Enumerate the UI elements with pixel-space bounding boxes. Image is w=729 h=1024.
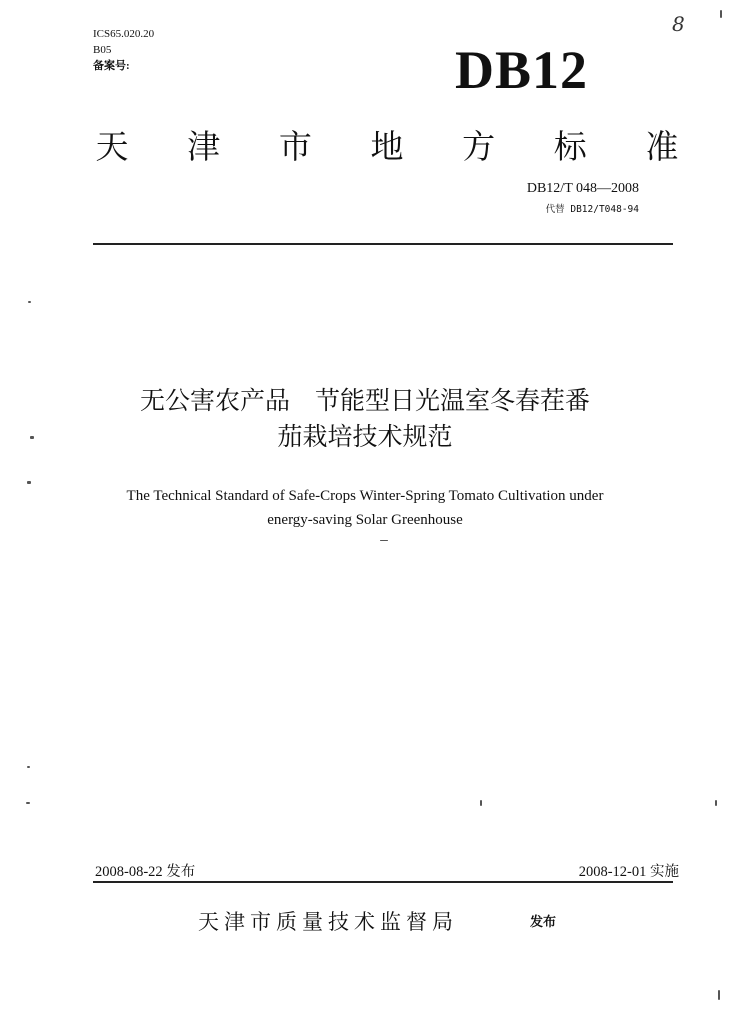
- chinese-title-line-1: 无公害农产品 节能型日光温室冬春茬番: [139, 386, 590, 415]
- replaces-standard: 代替 DB12/T048-94: [545, 204, 639, 215]
- scan-speck: [28, 301, 31, 303]
- title-char: 方: [462, 127, 496, 166]
- implementation-date: 2008-12-01 实施: [578, 864, 679, 880]
- scan-speck: [27, 481, 31, 484]
- english-title-line-1: The Technical Standard of Safe-Crops Winter-Spring Tomato Cultivation under: [126, 488, 604, 504]
- footer-divider: [93, 881, 673, 883]
- chinese-title-line-2: 茄栽培技术规范: [277, 422, 453, 451]
- issuing-authority-suffix: 发布: [530, 915, 557, 930]
- scan-speck: [380, 540, 388, 541]
- title-char: 标: [553, 127, 587, 166]
- classification-code: B05: [93, 44, 112, 56]
- scan-speck: [720, 10, 722, 18]
- handwritten-mark: 8: [672, 12, 685, 36]
- standard-type-title: [92, 124, 682, 170]
- scan-speck: [26, 802, 30, 804]
- english-title-line-2: energy-saving Solar Greenhouse: [267, 512, 463, 528]
- scan-speck: [30, 436, 34, 439]
- issue-date: 2008-08-22 发布: [95, 864, 196, 880]
- scan-speck: [715, 800, 717, 806]
- scan-speck: [718, 990, 720, 1000]
- title-char: 津: [187, 127, 221, 166]
- title-char: 准: [645, 127, 679, 166]
- title-char: 地: [370, 127, 404, 166]
- scan-speck: [27, 766, 30, 768]
- title-char: 市: [278, 127, 312, 166]
- scan-speck: [480, 800, 482, 806]
- standard-number: DB12/T 048—2008: [526, 181, 639, 196]
- standard-code-logo: DB12: [455, 40, 589, 100]
- header-divider: [93, 243, 673, 245]
- filing-number-label: 备案号:: [93, 60, 130, 72]
- ics-code: ICS65.020.20: [93, 28, 155, 40]
- title-char: 天: [95, 127, 129, 166]
- issuing-authority: 天津市质量技术监督局: [198, 910, 458, 934]
